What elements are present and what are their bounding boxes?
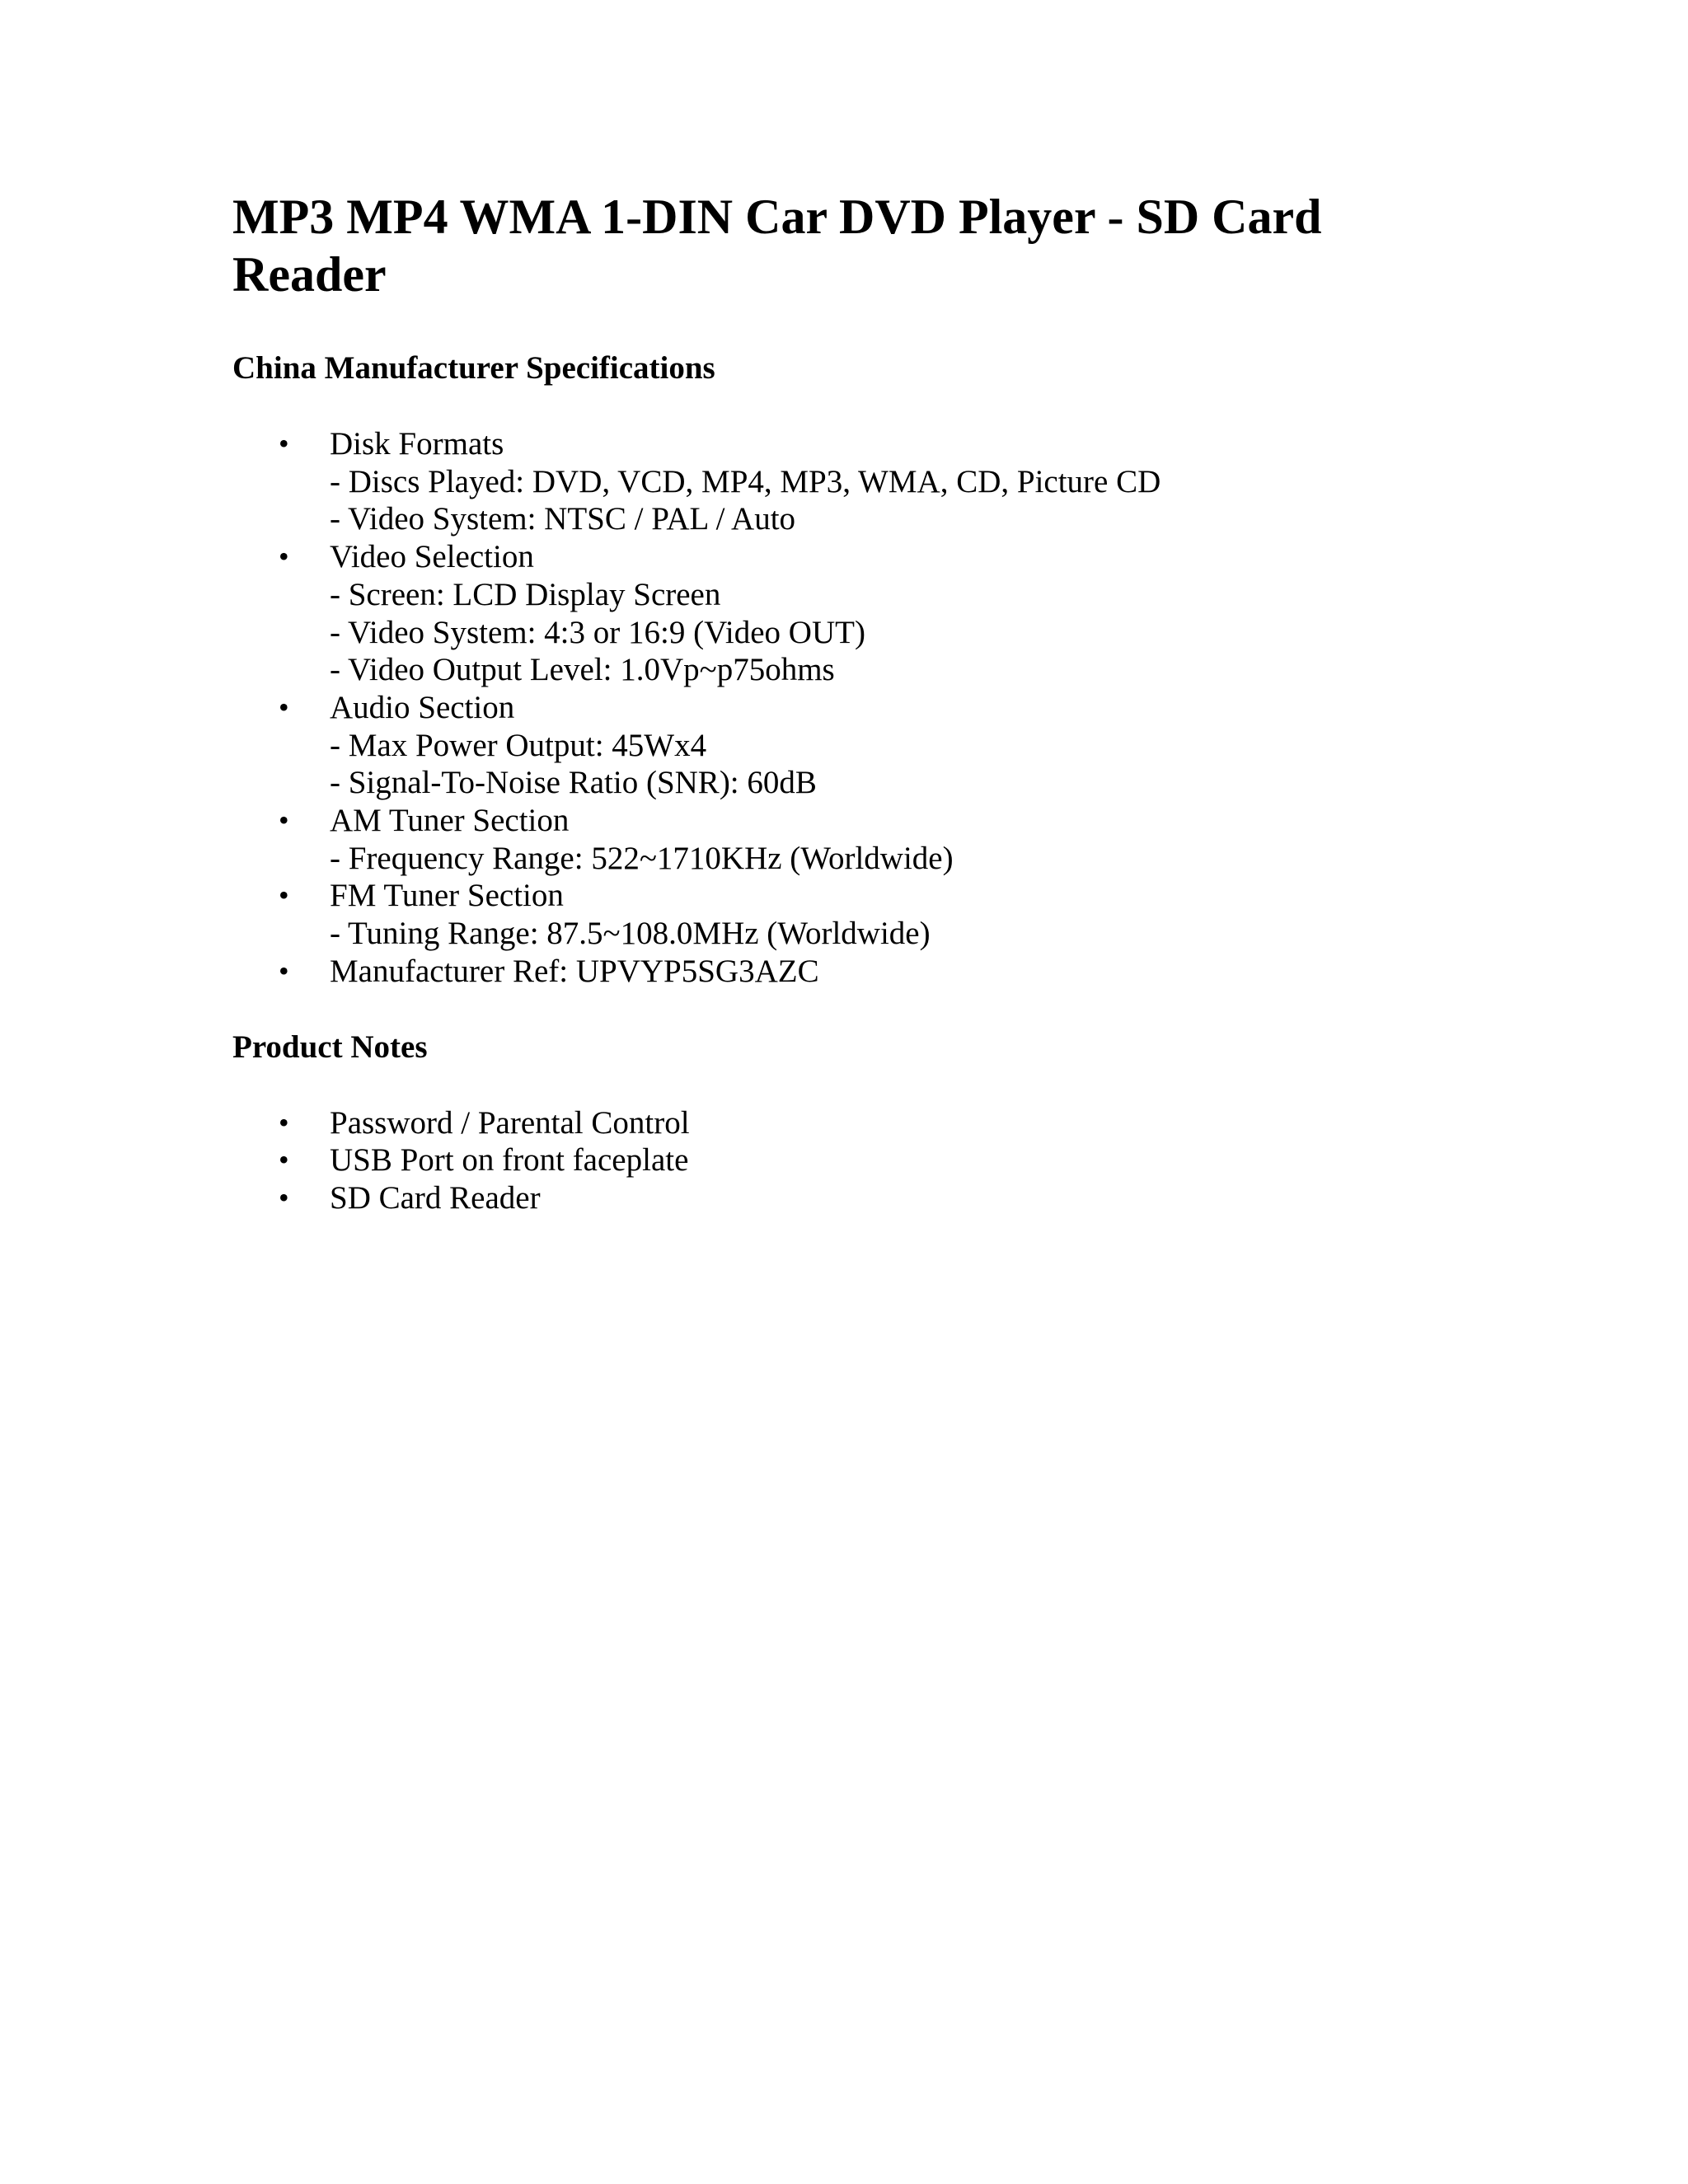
note-text: SD Card Reader	[330, 1179, 541, 1216]
note-text: USB Port on front faceplate	[330, 1142, 689, 1179]
list-item	[232, 538, 1469, 689]
spec-detail: - Video System: 4:3 or 16:9 (Video OUT)	[330, 614, 865, 650]
spec-label: Manufacturer Ref: UPVYP5SG3AZC	[330, 953, 819, 989]
list-item	[232, 802, 1469, 877]
spec-detail: - Tuning Range: 87.5~108.0MHz (Worldwide)	[330, 916, 931, 952]
spec-label: Video Selection	[330, 539, 534, 575]
spec-detail: - Video System: NTSC / PAL / Auto	[330, 501, 796, 537]
notes-list	[232, 1104, 1469, 1217]
spec-detail: - Signal-To-Noise Ratio (SNR): 60dB	[330, 765, 817, 801]
specifications-heading: China Manufacturer Specifications	[232, 350, 715, 386]
list-item	[232, 1179, 1469, 1217]
spec-label: AM Tuner Section	[330, 803, 570, 839]
bullet-icon: •	[279, 690, 289, 724]
spec-label: Audio Section	[330, 689, 515, 725]
list-item	[232, 877, 1469, 952]
specifications-list	[232, 425, 1469, 991]
bullet-icon: •	[279, 1180, 289, 1214]
document-page	[232, 188, 1469, 1217]
page-title: MP3 MP4 WMA 1-DIN Car DVD Player - SD Card Reader	[232, 190, 1322, 302]
list-item	[232, 1141, 1469, 1179]
bullet-icon: •	[279, 1105, 289, 1139]
spec-label: FM Tuner Section	[330, 878, 564, 914]
bullet-icon: •	[279, 879, 289, 912]
bullet-icon: •	[279, 1143, 289, 1177]
bullet-icon: •	[279, 954, 289, 987]
spec-detail: - Video Output Level: 1.0Vp~p75ohms	[330, 652, 835, 688]
list-item	[232, 689, 1469, 802]
spec-detail: - Frequency Range: 522~1710KHz (Worldwide)	[330, 840, 954, 876]
list-item	[232, 425, 1469, 538]
spec-label: Disk Formats	[330, 426, 504, 462]
spec-detail: - Discs Played: DVD, VCD, MP4, MP3, WMA, CD, Picture CD	[330, 463, 1161, 499]
list-item	[232, 1104, 1469, 1142]
bullet-icon: •	[279, 540, 289, 574]
list-item	[232, 953, 1469, 991]
spec-detail: - Screen: LCD Display Screen	[330, 576, 721, 612]
note-text: Password / Parental Control	[330, 1104, 690, 1141]
bullet-icon: •	[279, 427, 289, 460]
spec-detail: - Max Power Output: 45Wx4	[330, 727, 707, 763]
bullet-icon: •	[279, 804, 289, 837]
notes-heading: Product Notes	[232, 1029, 428, 1065]
